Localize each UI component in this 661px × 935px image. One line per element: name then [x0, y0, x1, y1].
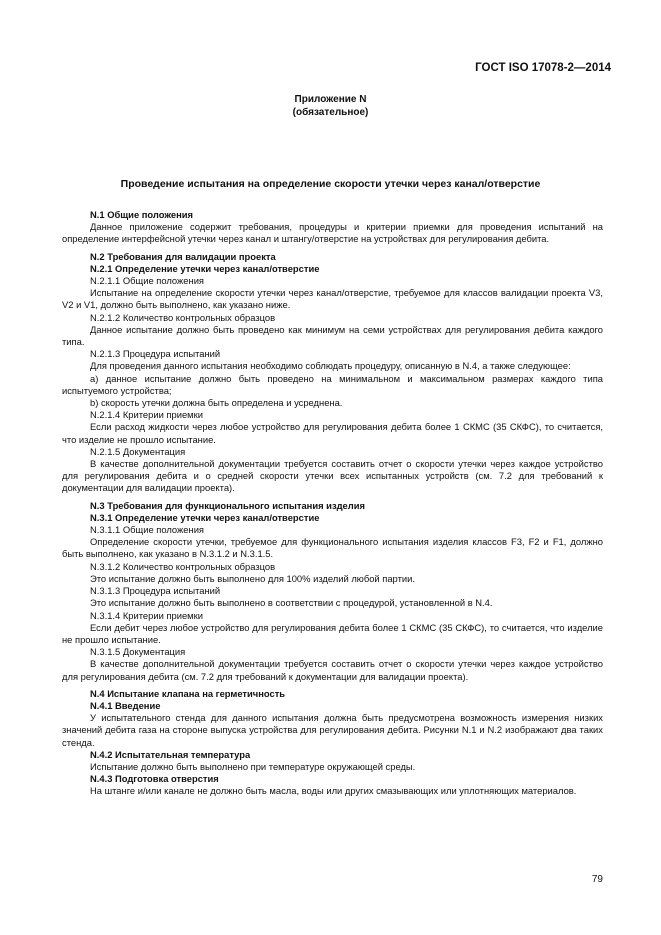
section-heading: N.4 Испытание клапана на герметичность: [90, 687, 286, 699]
paragraph: N.2.1.3 Процедура испытаний: [90, 348, 221, 360]
paragraph: Данное испытание должно быть проведено как минимум на семи устройствах для регулирования дебита каждого типа.: [62, 323, 603, 348]
paragraph: Испытание на определение скорости утечки через канал/отверстие, требуемое для классов валидации проекта V3, V2 и V1, должно быть выполнено, как указано ниже.: [62, 287, 603, 311]
paragraph: N.2.1.5 Документация: [90, 445, 186, 457]
paragraph: N.3.1.5 Документация: [90, 646, 186, 658]
paragraph: N.3.1.2 Количество контрольных образцов: [90, 560, 276, 572]
page-number: 79: [591, 874, 603, 885]
paragraph: b) скорость утечки должна быть определена и усреднена.: [90, 397, 343, 409]
subsection-heading: N.2.1 Определение утечки через канал/отверстие: [90, 262, 320, 274]
paragraph: Испытание должно быть выполнено при температуре окружающей среды.: [90, 760, 416, 772]
paragraph: N.3.1.3 Процедура испытаний: [90, 585, 221, 597]
document-title: Проведение испытания на определение скорости утечки через канал/отверстие: [120, 178, 541, 190]
paragraph: В качестве дополнительной документации требуется составить отчет о скорости утечки через каждое устройство для регулирования дебита и о средней скорости утечки всех испытанных устройств (см. 7.2 для требований к документации для валидации проекта).: [62, 458, 603, 494]
section-heading: N.1 Общие положения: [90, 209, 193, 220]
paragraph: N.2.1.2 Количество контрольных образцов: [90, 311, 276, 323]
paragraph: N.2.1.1 Общие положения: [90, 275, 205, 287]
paragraph: Для проведения данного испытания необходимо соблюдать процедуру, описанную в N.4, а также следующее:: [90, 360, 571, 372]
paragraph: На штанге и/или канале не должно быть масла, воды или других смазывающих или уплотняющих материалов.: [90, 785, 577, 797]
paragraph: Определение скорости утечки, требуемое для функционального испытания изделия классов F3, F2 и F1, должно быть выполнено, как указано в N.3.1.2 и N.3.1.5.: [62, 536, 603, 560]
paragraph: Данное приложение содержит требования, процедуры и критерии приемки для проведения испытаний на определение интерфейсной утечки через канал и штангу/отверстие на устройствах для регулирования дебита.: [62, 221, 603, 245]
paragraph: Это испытание должно быть выполнено в соответствии с процедурой, установленной в N.4.: [90, 597, 493, 609]
subsection-heading: N.4.3 Подготовка отверстия: [90, 773, 219, 785]
paragraph: В качестве дополнительной документации требуется составить отчет о скорости утечки через каждое устройство для регулирования дебита (см. 7.2 для требований к документации для валидации проекта).: [62, 658, 603, 682]
annex-heading: [0, 93, 661, 119]
standard-header: ГОСТ ISO 17078-2—2014: [475, 62, 611, 74]
paragraph: N.3.1.1 Общие положения: [90, 524, 205, 536]
paragraph: a) данное испытание должно быть проведено на минимальном и максимальном размерах каждого типа испытуемого устройства;: [62, 372, 603, 396]
subsection-heading: N.3.1 Определение утечки через канал/отверстие: [90, 511, 320, 523]
annex-type: (обязательное): [292, 107, 369, 118]
paragraph: N.3.1.4 Критерии приемки: [90, 609, 203, 621]
subsection-heading: N.4.2 Испытательная температура: [90, 748, 251, 760]
paragraph: У испытательного стенда для данного испытания должна быть предусмотрена возможность измерения низких значений дебита газа на стороне выпуска устройства для регулирования дебита. Рисунки N.1 и N.2 изображают два таких стенда.: [62, 712, 603, 748]
paragraph: N.2.1.4 Критерии приемки: [90, 409, 203, 421]
subsection-heading: N.4.1 Введение: [90, 699, 161, 711]
paragraph: Если дебит через любое устройство для регулирования дебита более 1 СКМС (35 СКФС), то считается, что изделие не прошло испытание.: [62, 621, 603, 645]
paragraph: Это испытание должно быть выполнено для 100% изделий любой партии.: [90, 572, 415, 584]
paragraph: Если расход жидкости через любое устройство для регулирования дебита более 1 СКМС (35 СКФС), то считается, что изделие не прошло испытание.: [62, 421, 603, 445]
document-body: [62, 209, 603, 798]
section-heading: N.3 Требования для функционального испытания изделия: [90, 499, 365, 511]
section-heading: N.2 Требования для валидации проекта: [90, 250, 276, 262]
annex-title: Приложение N: [294, 94, 367, 105]
